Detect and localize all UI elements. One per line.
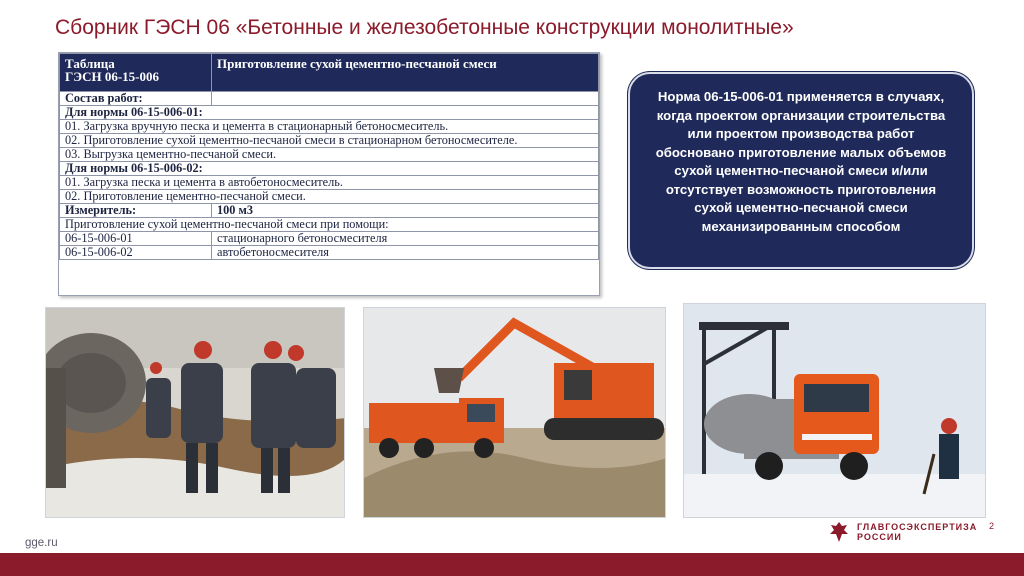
table-cell: 03. Выгрузка цементно-песчаной смеси.	[60, 148, 599, 162]
table-header-code: ГЭСН 06-15-006	[65, 69, 159, 84]
page-number: 2	[989, 521, 995, 531]
table-row	[60, 106, 599, 120]
logo-line-1: ГЛАВГОСЭКСПЕРТИЗА	[857, 522, 978, 532]
logo-text	[857, 522, 977, 542]
mixer-truck-photo	[683, 303, 986, 518]
gge-logo	[827, 520, 987, 546]
table-row	[60, 176, 599, 190]
table-row	[60, 120, 599, 134]
table-cell: Приготовление сухой цементно-песчаной смеси при помощи:	[60, 218, 599, 232]
table-header-cell-2: Приготовление сухой цементно-песчаной смеси	[212, 54, 599, 92]
table-row	[60, 232, 599, 246]
table-cell: 06-15-006-02	[60, 246, 212, 260]
site-link[interactable]: gge.ru	[25, 537, 58, 549]
table-cell: 06-15-006-01	[60, 232, 212, 246]
logo-line-2: РОССИИ	[857, 532, 902, 542]
eagle-emblem-icon	[827, 520, 851, 544]
table-cell: Для нормы 06-15-006-02:	[60, 162, 599, 176]
table-row	[60, 204, 599, 218]
excavator-truck-photo	[363, 307, 666, 518]
table-cell: 02. Приготовление цементно-песчаной смеси.	[60, 190, 599, 204]
table-cell: Состав работ:	[60, 92, 212, 106]
table-header-label: Таблица	[65, 56, 115, 71]
table-cell: 01. Загрузка вручную песка и цемента в стационарный бетоносмеситель.	[60, 120, 599, 134]
table-cell: 01. Загрузка песка и цемента в автобетоносмеситель.	[60, 176, 599, 190]
page-title: Сборник ГЭСН 06 «Бетонные и железобетонные конструкции монолитные»	[55, 16, 794, 39]
table-cell: стационарного бетоносмесителя	[212, 232, 599, 246]
table-row	[60, 92, 599, 106]
table-cell: Для нормы 06-15-006-01:	[60, 106, 599, 120]
table-header-row	[60, 54, 599, 92]
table-row	[60, 190, 599, 204]
table-cell	[212, 92, 599, 106]
norm-callout: Норма 06-15-006-01 применяется в случаях, когда проектом организации строительства или проектом производства работ обосновано приготовление малых объемов сухой цементно-песчаной смеси и/или отсутствует возможность приготовления сухой цементно-песчаной смеси механизированным способом	[628, 72, 974, 269]
norm-table	[58, 52, 600, 296]
footer-bar	[0, 553, 1024, 576]
table-cell: 02. Приготовление сухой цементно-песчаной смеси в стационарном бетоносмесителе.	[60, 134, 599, 148]
table-row	[60, 162, 599, 176]
table-row	[60, 148, 599, 162]
table-row	[60, 246, 599, 260]
table-row	[60, 218, 599, 232]
table-header-cell-1	[60, 54, 212, 92]
table-cell: Измеритель:	[60, 204, 212, 218]
table-cell: 100 м3	[212, 204, 599, 218]
workers-mixer-photo	[45, 307, 345, 518]
table-cell: автобетоносмесителя	[212, 246, 599, 260]
table-row	[60, 134, 599, 148]
